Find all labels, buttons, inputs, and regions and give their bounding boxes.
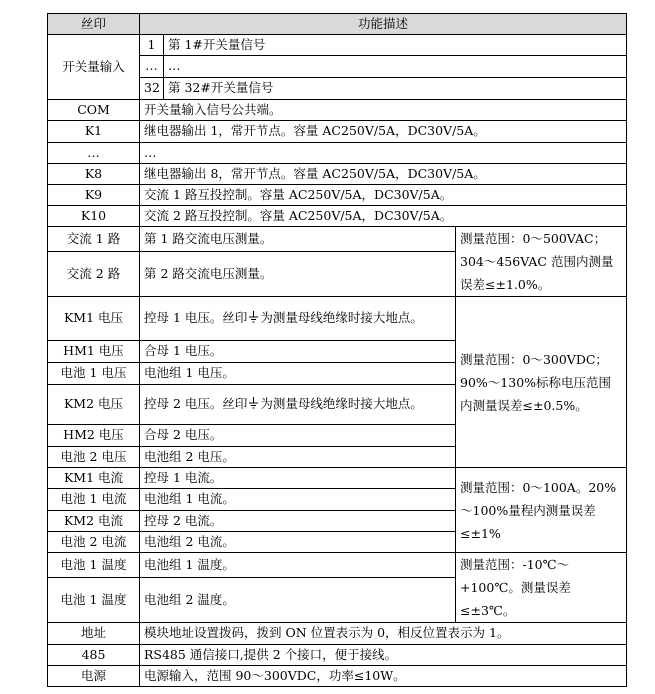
switch-num: 1 — [140, 35, 164, 56]
table-row — [48, 164, 627, 185]
spec-table — [47, 13, 627, 687]
silk-cell: 电池 1 电流 — [48, 489, 140, 511]
desc-cell: 开关量输入信号公共端。 — [140, 100, 627, 121]
silk-cell: K9 — [48, 185, 140, 206]
silk-cell: … — [48, 143, 140, 164]
table-row — [48, 206, 627, 227]
desc-cell: 合母 2 电压。 — [140, 425, 456, 447]
desc-cell: 继电器输出 1，常开节点。容量 AC250V/5A，DC30V/5A。 — [140, 121, 627, 143]
temperature-range-note: 测量范围：-10℃～+100℃。测量误差≤±3℃。 — [456, 553, 627, 623]
desc-text: 控母 2 电压。丝印 — [144, 396, 248, 412]
desc-cell: RS485 通信接口,提供 2 个接口，便于接线。 — [140, 645, 627, 666]
header-desc: 功能描述 — [140, 14, 627, 35]
table-row — [48, 185, 627, 206]
header-silk: 丝印 — [48, 14, 140, 35]
table-row — [48, 121, 627, 143]
table-row — [48, 623, 627, 645]
desc-cell: 模块地址设置拨码，拨到 ON 位置表示为 0，相反位置表示为 1。 — [140, 623, 627, 645]
desc-cell: 合母 1 电压。 — [140, 341, 456, 363]
switch-num: … — [140, 56, 164, 78]
desc-text: 为测量母线绝缘时接大地点。 — [260, 396, 423, 412]
silk-cell: 485 — [48, 645, 140, 666]
ground-icon — [248, 310, 259, 324]
desc-cell: 电源输入，范围 90～300VDC，功率≤10W。 — [140, 666, 627, 687]
switch-desc: 第 32#开关量信号 — [164, 78, 627, 100]
silk-cell: KM2 电流 — [48, 511, 140, 532]
desc-text: 控母 1 电压。丝印 — [144, 310, 248, 326]
table-row — [48, 468, 627, 489]
switch-num: 32 — [140, 78, 164, 100]
silk-cell: K8 — [48, 164, 140, 185]
desc-cell: 电池组 1 温度。 — [140, 553, 456, 578]
silk-cell: 电池 1 电压 — [48, 363, 140, 385]
silk-cell: 地址 — [48, 623, 140, 645]
desc-cell: 交流 1 路互投控制。容量 AC250V/5A，DC30V/5A。 — [140, 185, 627, 206]
silk-cell: 电池 1 温度 — [48, 553, 140, 578]
table-row — [48, 35, 627, 56]
desc-text: 为测量母线绝缘时接大地点。 — [260, 310, 423, 326]
desc-cell: 电池组 2 电压。 — [140, 447, 456, 468]
dc-voltage-range-note: 测量范围：0～300VDC；90%～130%标称电压范围内测量误差≤±0.5%。 — [456, 297, 627, 468]
table-row — [48, 143, 627, 164]
silk-cell: K1 — [48, 121, 140, 143]
desc-cell: 电池组 2 温度。 — [140, 577, 456, 622]
desc-cell: 交流 2 路互投控制。容量 AC250V/5A，DC30V/5A。 — [140, 206, 627, 227]
silk-cell: 交流 1 路 — [48, 227, 140, 252]
table-row — [48, 100, 627, 121]
silk-cell: KM2 电压 — [48, 385, 140, 425]
desc-cell — [140, 385, 456, 425]
table-row — [48, 666, 627, 687]
silk-cell: HM2 电压 — [48, 425, 140, 447]
desc-cell: 第 2 路交流电压测量。 — [140, 251, 456, 296]
table-row — [48, 645, 627, 666]
silk-cell: 交流 2 路 — [48, 251, 140, 296]
silk-cell: 电池 1 温度 — [48, 577, 140, 622]
switch-desc: … — [164, 56, 627, 78]
desc-cell: 第 1 路交流电压测量。 — [140, 227, 456, 252]
table-row — [48, 227, 627, 252]
header-row — [48, 14, 627, 35]
silk-cell: COM — [48, 100, 140, 121]
desc-cell: 控母 2 电流。 — [140, 511, 456, 532]
table-row — [48, 553, 627, 578]
silk-cell: K10 — [48, 206, 140, 227]
switch-input-label: 开关量输入 — [48, 35, 140, 100]
switch-desc: 第 1#开关量信号 — [164, 35, 627, 56]
desc-cell: 电池组 1 电压。 — [140, 363, 456, 385]
desc-cell: 电池组 2 电流。 — [140, 532, 456, 553]
table-row — [48, 297, 627, 341]
desc-cell — [140, 297, 456, 341]
desc-cell: … — [140, 143, 627, 164]
desc-cell: 继电器输出 8，常开节点。容量 AC250V/5A，DC30V/5A。 — [140, 164, 627, 185]
ac-range-note: 测量范围：0～500VAC；304～456VAC 范围内测量误差≤±1.0%。 — [456, 227, 627, 297]
current-range-note: 测量范围：0～100A。20%～100%量程内测量误差≤±1% — [456, 468, 627, 553]
silk-cell: 电池 2 电压 — [48, 447, 140, 468]
silk-cell: 电源 — [48, 666, 140, 687]
ground-icon — [248, 396, 259, 410]
desc-cell: 控母 1 电流。 — [140, 468, 456, 489]
silk-cell: KM1 电流 — [48, 468, 140, 489]
silk-cell: KM1 电压 — [48, 297, 140, 341]
desc-cell: 电池组 1 电流。 — [140, 489, 456, 511]
silk-cell: HM1 电压 — [48, 341, 140, 363]
silk-cell: 电池 2 电流 — [48, 532, 140, 553]
